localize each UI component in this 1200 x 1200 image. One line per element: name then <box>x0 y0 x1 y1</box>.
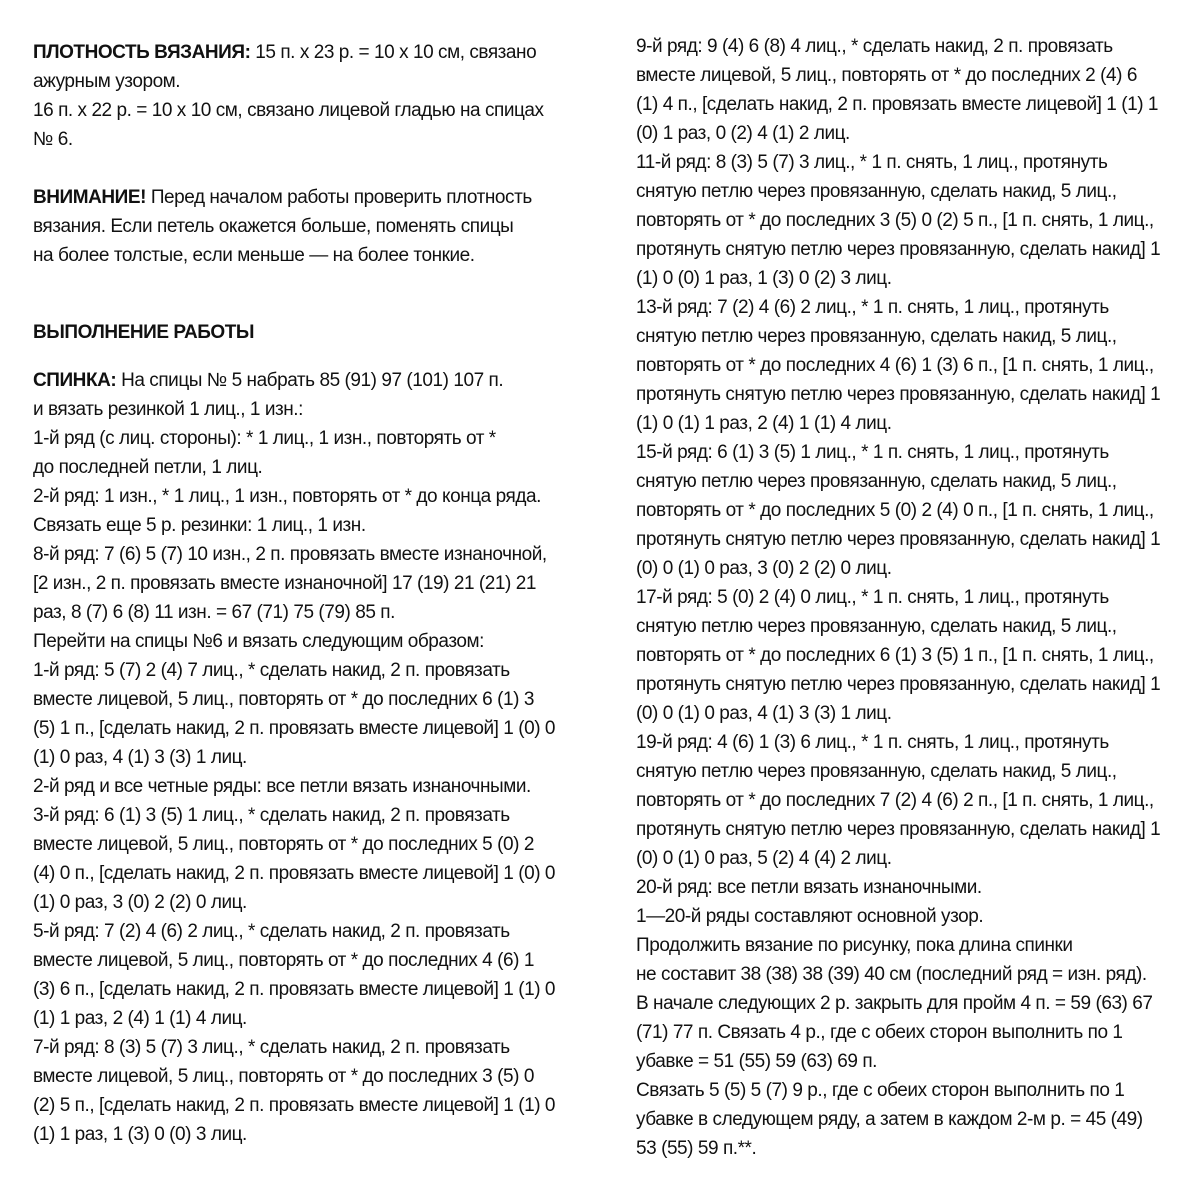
instruction-line: (71) 77 п. Связать 4 р., где с обеих сторон выполнить по 1 <box>636 1022 1123 1043</box>
instruction-line: вместе лицевой, 5 лиц., повторять от * до последних 3 (5) 0 <box>33 1066 534 1087</box>
instruction-line: Продолжить вязание по рисунку, пока длина спинки <box>636 935 1073 956</box>
instruction-line: протянуть снятую петлю через провязанную, сделать накид] 1 <box>636 819 1161 840</box>
instruction-line: (1) 1 раз, 1 (3) 0 (0) 3 лиц. <box>33 1124 247 1145</box>
instruction-line: (1) 1 раз, 2 (4) 1 (1) 4 лиц. <box>33 1008 247 1029</box>
instruction-line: снятую петлю через провязанную, сделать накид, 5 лиц., <box>636 761 1117 782</box>
instruction-line: Связать 5 (5) 5 (7) 9 р., где с обеих сторон выполнить по 1 <box>636 1080 1125 1101</box>
instruction-line: 1-й ряд: 5 (7) 2 (4) 7 лиц., * сделать накид, 2 п. провязать <box>33 660 510 681</box>
instruction-line: вместе лицевой, 5 лиц., повторять от * до последних 6 (1) 3 <box>33 689 534 710</box>
instruction-line: до последней петли, 1 лиц. <box>33 457 263 478</box>
instruction-line: (4) 0 п., [сделать накид, 2 п. провязать вместе лицевой] 1 (0) 0 <box>33 863 556 884</box>
instruction-line: повторять от * до последних 7 (2) 4 (6) 2 п., [1 п. снять, 1 лиц., <box>636 790 1154 811</box>
instruction-line: В начале следующих 2 р. закрыть для пройм 4 п. = 59 (63) 67 <box>636 993 1153 1014</box>
instruction-line: убавке в следующем ряду, а затем в каждом 2-м р. = 45 (49) <box>636 1109 1143 1130</box>
instruction-line: [2 изн., 2 п. провязать вместе изнаночной] 17 (19) 21 (21) 21 <box>33 573 536 594</box>
attention-line-1 <box>33 183 593 212</box>
attention-line: на более толстые, если меньше — на более тонкие. <box>33 245 475 266</box>
instruction-line: (0) 0 (1) 0 раз, 3 (0) 2 (2) 0 лиц. <box>636 558 892 579</box>
instruction-line: (1) 0 раз, 4 (1) 3 (3) 1 лиц. <box>33 747 247 768</box>
instruction-line: повторять от * до последних 3 (5) 0 (2) 5 п., [1 п. снять, 1 лиц., <box>636 210 1154 231</box>
instruction-line: (1) 0 (0) 1 раз, 1 (3) 0 (2) 3 лиц. <box>636 268 892 289</box>
back-text: На спицы № 5 набрать 85 (91) 97 (101) 107 п. <box>116 370 504 391</box>
work-heading: ВЫПОЛНЕНИЕ РАБОТЫ <box>33 322 255 343</box>
instruction-line: 5-й ряд: 7 (2) 4 (6) 2 лиц., * сделать накид, 2 п. провязать <box>33 921 510 942</box>
density-line: ажурным узором. <box>33 71 181 92</box>
instruction-line: 53 (55) 59 п.**. <box>636 1138 757 1159</box>
density-line-1 <box>33 38 593 67</box>
density-text: 15 п. х 23 р. = 10 х 10 см, связано <box>250 42 537 63</box>
instruction-line: 3-й ряд: 6 (1) 3 (5) 1 лиц., * сделать накид, 2 п. провязать <box>33 805 510 826</box>
attention-heading: ВНИМАНИЕ! <box>33 187 146 208</box>
instruction-line: 1-й ряд (с лиц. стороны): * 1 лиц., 1 изн., повторять от * <box>33 428 496 449</box>
density-line: 16 п. х 22 р. = 10 х 10 см, связано лицевой гладью на спицах <box>33 100 544 121</box>
instruction-line: 2-й ряд: 1 изн., * 1 лиц., 1 изн., повторять от * до конца ряда. <box>33 486 541 507</box>
instruction-line: (0) 1 раз, 0 (2) 4 (1) 2 лиц. <box>636 123 850 144</box>
instruction-line: повторять от * до последних 5 (0) 2 (4) 0 п., [1 п. снять, 1 лиц., <box>636 500 1154 521</box>
instruction-line: не составит 38 (38) 38 (39) 40 см (последний ряд = изн. ряд). <box>636 964 1147 985</box>
instruction-line: 8-й ряд: 7 (6) 5 (7) 10 изн., 2 п. провязать вместе изнаночной, <box>33 544 547 565</box>
instruction-line: вместе лицевой, 5 лиц., повторять от * до последних 2 (4) 6 <box>636 65 1137 86</box>
instruction-line: протянуть снятую петлю через провязанную, сделать накид] 1 <box>636 239 1161 260</box>
instruction-line: 7-й ряд: 8 (3) 5 (7) 3 лиц., * сделать накид, 2 п. провязать <box>33 1037 510 1058</box>
instruction-line: снятую петлю через провязанную, сделать накид, 5 лиц., <box>636 326 1117 347</box>
instruction-line: 15-й ряд: 6 (1) 3 (5) 1 лиц., * 1 п. снять, 1 лиц., протянуть <box>636 442 1109 463</box>
instruction-line: снятую петлю через провязанную, сделать накид, 5 лиц., <box>636 471 1117 492</box>
instruction-line: 2-й ряд и все четные ряды: все петли вязать изнаночными. <box>33 776 531 797</box>
instruction-line: вместе лицевой, 5 лиц., повторять от * до последних 4 (6) 1 <box>33 950 534 971</box>
density-line: № 6. <box>33 129 73 150</box>
instruction-line: снятую петлю через провязанную, сделать накид, 5 лиц., <box>636 181 1117 202</box>
attention-text: Перед началом работы проверить плотность <box>145 187 532 208</box>
instruction-line: Перейти на спицы №6 и вязать следующим образом: <box>33 631 484 652</box>
instruction-line: (5) 1 п., [сделать накид, 2 п. провязать вместе лицевой] 1 (0) 0 <box>33 718 556 739</box>
instruction-line: Связать еще 5 р. резинки: 1 лиц., 1 изн. <box>33 515 366 536</box>
instruction-line: 9-й ряд: 9 (4) 6 (8) 4 лиц., * сделать накид, 2 п. провязать <box>636 36 1113 57</box>
instruction-line: снятую петлю через провязанную, сделать накид, 5 лиц., <box>636 616 1117 637</box>
attention-line: вязания. Если петель окажется больше, поменять спицы <box>33 216 514 237</box>
left-column <box>33 0 593 1149</box>
instruction-line: (1) 0 раз, 3 (0) 2 (2) 0 лиц. <box>33 892 247 913</box>
instruction-line: протянуть снятую петлю через провязанную, сделать накид] 1 <box>636 674 1161 695</box>
density-heading: ПЛОТНОСТЬ ВЯЗАНИЯ: <box>33 42 251 63</box>
instruction-line: повторять от * до последних 4 (6) 1 (3) 6 п., [1 п. снять, 1 лиц., <box>636 355 1154 376</box>
instruction-line: (1) 0 (1) 1 раз, 2 (4) 1 (1) 4 лиц. <box>636 413 892 434</box>
instruction-line: (1) 4 п., [сделать накид, 2 п. провязать вместе лицевой] 1 (1) 1 <box>636 94 1159 115</box>
instruction-line: протянуть снятую петлю через провязанную, сделать накид] 1 <box>636 529 1161 550</box>
back-heading: СПИНКА: <box>33 370 117 391</box>
right-instructions <box>636 32 1181 1163</box>
instruction-line: 11-й ряд: 8 (3) 5 (7) 3 лиц., * 1 п. снять, 1 лиц., протянуть <box>636 152 1108 173</box>
instruction-line: убавке = 51 (55) 59 (63) 69 п. <box>636 1051 878 1072</box>
back-line-1 <box>33 366 593 395</box>
right-column <box>636 0 1181 1163</box>
instruction-line: (2) 5 п., [сделать накид, 2 п. провязать вместе лицевой] 1 (1) 0 <box>33 1095 556 1116</box>
instruction-line: и вязать резинкой 1 лиц., 1 изн.: <box>33 399 303 420</box>
instruction-line: (0) 0 (1) 0 раз, 4 (1) 3 (3) 1 лиц. <box>636 703 892 724</box>
instruction-line: 20-й ряд: все петли вязать изнаночными. <box>636 877 982 898</box>
instruction-line: вместе лицевой, 5 лиц., повторять от * до последних 5 (0) 2 <box>33 834 534 855</box>
instruction-line: 1—20-й ряды составляют основной узор. <box>636 906 984 927</box>
instruction-line: 13-й ряд: 7 (2) 4 (6) 2 лиц., * 1 п. снять, 1 лиц., протянуть <box>636 297 1109 318</box>
instruction-line: (0) 0 (1) 0 раз, 5 (2) 4 (4) 2 лиц. <box>636 848 892 869</box>
instruction-line: повторять от * до последних 6 (1) 3 (5) 1 п., [1 п. снять, 1 лиц., <box>636 645 1154 666</box>
back-instructions <box>33 395 593 1149</box>
instruction-line: 19-й ряд: 4 (6) 1 (3) 6 лиц., * 1 п. снять, 1 лиц., протянуть <box>636 732 1109 753</box>
instruction-line: (3) 6 п., [сделать накид, 2 п. провязать вместе лицевой] 1 (1) 0 <box>33 979 556 1000</box>
instruction-line: раз, 8 (7) 6 (8) 11 изн. = 67 (71) 75 (79) 85 п. <box>33 602 395 623</box>
instruction-line: 17-й ряд: 5 (0) 2 (4) 0 лиц., * 1 п. снять, 1 лиц., протянуть <box>636 587 1109 608</box>
instruction-line: протянуть снятую петлю через провязанную, сделать накид] 1 <box>636 384 1161 405</box>
